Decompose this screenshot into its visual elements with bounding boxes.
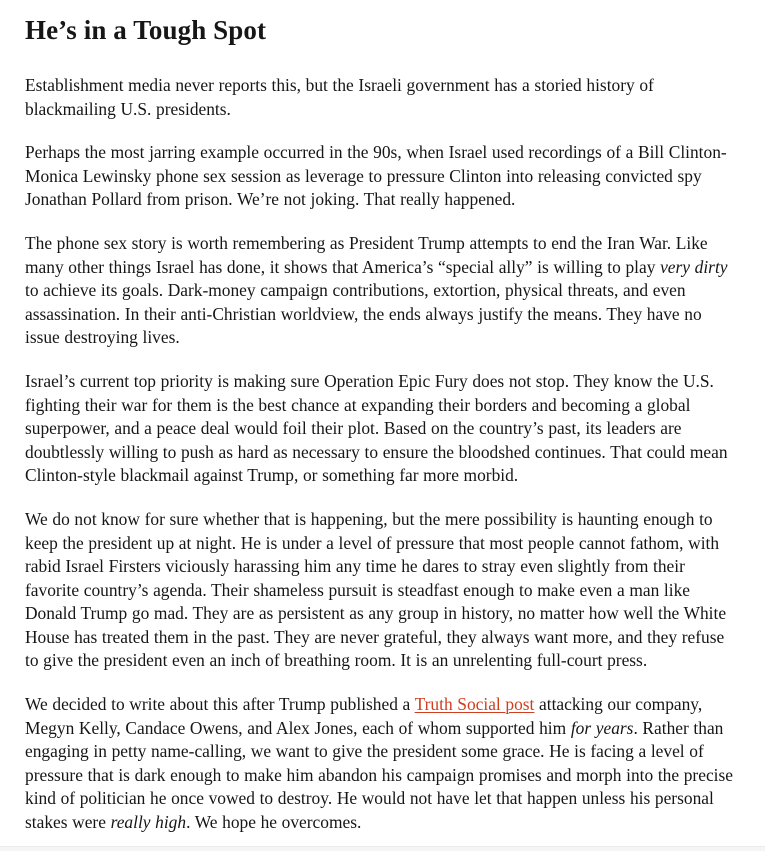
body-text: attacking our company, Megyn Kelly, Candace Owens, and Alex Jones, each of whom supported him [25, 694, 703, 738]
paragraph [25, 370, 740, 488]
emphasized-text: really high [110, 812, 187, 833]
emphasized-text: for years [570, 717, 634, 738]
paragraph [25, 141, 740, 212]
emphasized-text: very dirty [660, 256, 728, 277]
truth-social-post-link[interactable]: Truth Social post [414, 694, 535, 715]
paragraph [25, 74, 740, 121]
paragraph [25, 693, 740, 835]
article-title: He’s in a Tough Spot [25, 15, 267, 45]
body-text: Israel’s current top priority is making sure Operation Epic Fury does not stop. They know the U.S. fighting their war for them is the best chance at expanding their borders and becoming a global superpower, and a peace deal would foil their plot. Based on the country’s past, its leaders are doubtlessly willing to push as hard as necessary to ensure the bloodshed continues. That could mean Clinton-style blackmail against Trump, or something far more morbid. [25, 370, 728, 486]
body-text: to achieve its goals. Dark-money campaign contributions, extortion, physical threats, and even assassination. In their anti-Christian worldview, the ends always justify the means. They have no issue destroying lives. [25, 280, 702, 348]
article-body [25, 74, 740, 835]
body-text: . We hope he overcomes. [186, 812, 362, 833]
paragraph [25, 232, 740, 350]
body-text: The phone sex story is worth remembering as President Trump attempts to end the Iran War. Like many other things Israel has done, it shows that America’s “special ally” is willing to play [25, 232, 708, 277]
body-text: Establishment media never reports this, but the Israeli government has a storied history of blackmailing U.S. presidents. [25, 75, 654, 119]
body-text: . Rather than engaging in petty name-calling, we want to give the president some grace. He is facing a level of pressure that is dark enough to make him abandon his campaign promises and morph into the precise kind of politician he once vowed to destroy. He would not have let that happen unless his personal stakes were [25, 717, 733, 833]
body-text: We do not know for sure whether that is happening, but the mere possibility is haunting enough to keep the president up at night. He is under a level of pressure that most people cannot fathom, with rabid Israel Firsters viciously harassing him any time he dares to stray even slightly from their favorite country’s agenda. Their shameless pursuit is steadfast enough to make even a man like Donald Trump go mad. They are as persistent as any group in history, no matter how well the White House has treated them in the past. They are never grateful, they always want more, and they refuse to give the president even an inch of breathing room. It is an unrelenting full-court press. [25, 508, 727, 671]
bottom-divider [0, 846, 765, 851]
paragraph [25, 508, 740, 673]
body-text: We decided to write about this after Trump published a [25, 694, 415, 715]
body-text: Perhaps the most jarring example occurred in the 90s, when Israel used recordings of a Bill Clinton-Monica Lewinsky phone sex session as leverage to pressure Clinton into releasing convicted spy Jonathan Pollard from prison. We’re not joking. That really happened. [25, 142, 727, 210]
